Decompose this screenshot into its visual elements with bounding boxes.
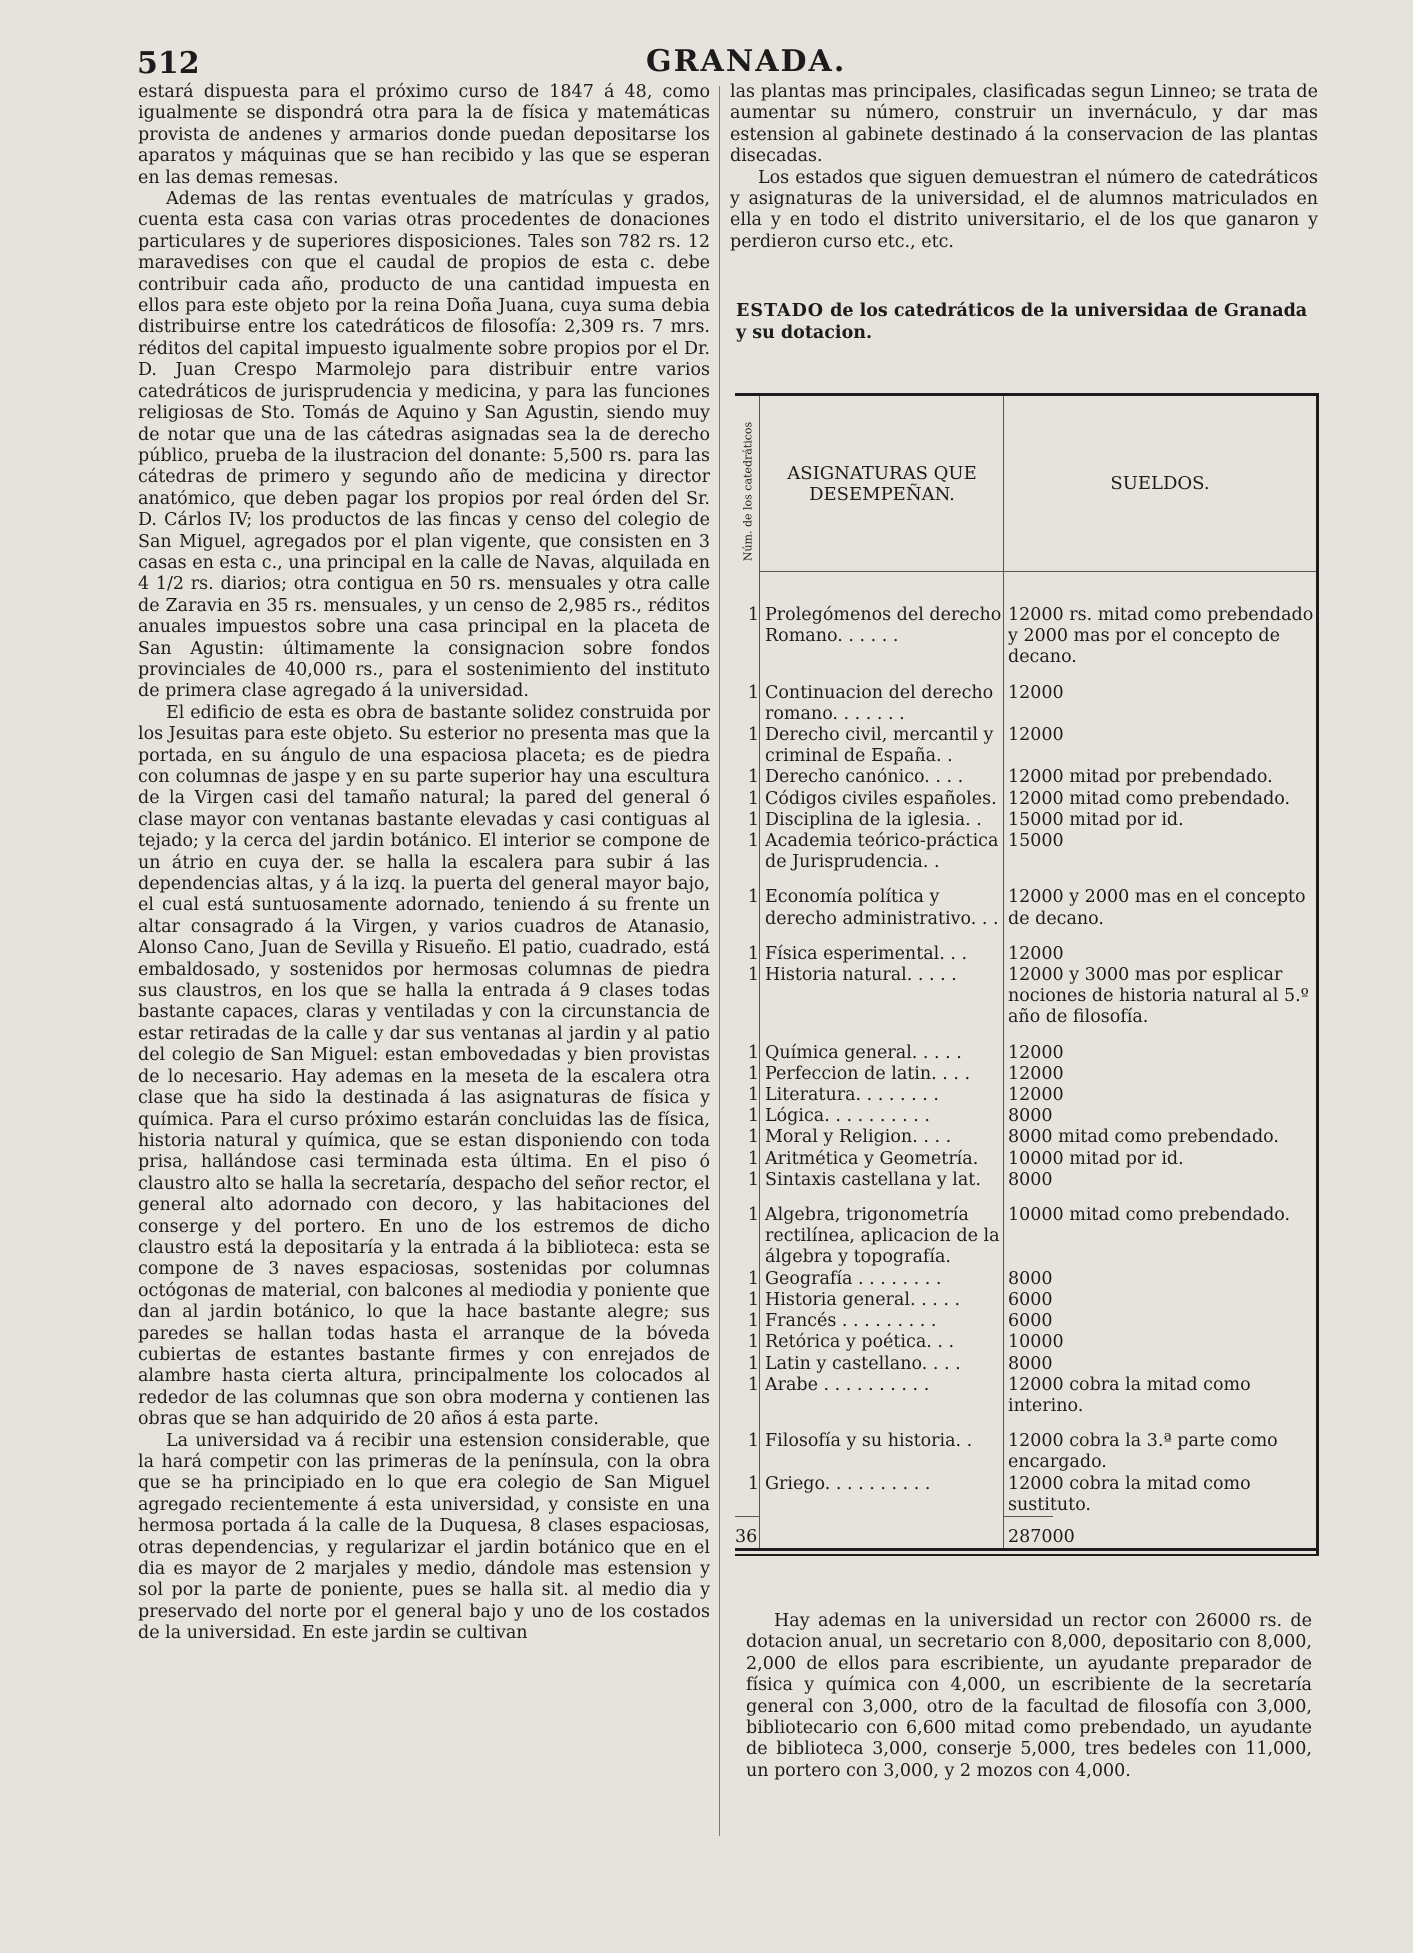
cell-sueldo: 8000 mitad como prebendado. [1008,1127,1279,1148]
cell-asignatura: Academia teórico-práctica de Jurisprudencia. . [765,831,999,873]
table-row [735,1149,1316,1170]
table-row [735,944,1316,965]
cell-asignatura: Historia general. . . . . [765,1289,961,1310]
cell-sueldo: 8000 [1008,1169,1053,1190]
cell-num: 1 [747,1205,759,1226]
cell-asignatura: Arabe . . . . . . . . . . [765,1374,930,1395]
cell-num: 1 [747,1085,759,1106]
header-num: Núm. de los catedráticos [741,421,755,562]
table-rule [1003,1516,1053,1517]
cell-asignatura: Algebra, trigonometría rectilínea, aplicacion de la álgebra y topografía. [765,1205,1000,1268]
table-row [735,1170,1316,1191]
table-row [735,887,1316,929]
cell-num: 1 [747,1268,759,1289]
table-title-rest: de los catedráticos de la universidaa de Granada y su dotacion. [736,301,1308,343]
cell-sueldo: 12000 [1008,725,1064,746]
cell-sueldo: 12000 [1008,1063,1064,1084]
cell-num: 1 [747,831,759,852]
cell-asignatura: Continuacion del derecho romano. . . . . . . [765,682,994,724]
table-row [735,789,1316,810]
table-row [735,1205,1316,1269]
table-row [735,1290,1316,1311]
paragraph: El edificio de esta es obra de bastante solidez construida por los Jesuitas para este objeto. Su esterior no presenta mas que la portada, en su ángulo de una espaciosa placeta; es de piedra con columnas de jaspe y en su parte superior hay una escultura de la Virgen casi del tamaño natural; la pared del general ó clase mayor con ventanas bastante elevadas y casi contiguas al tejado; y la cerca del jardin botánico. El interior se compone de un átrio en cuya der. se halla la escalera para subir á las dependencias altas, y á la izq. la puerta del general mayor bajo, el cual está suntuosamente adornado, teniendo á su frente un altar consagrado á la Virgen, y varios cuadros de Atanasio, Alonso Cano, Juan de Sevilla y Risueño. El patio, cuadrado, está embaldosado, y sostenidos por hermosas columnas de piedra sus claustros, en los que se halla la entrada á 9 clases todas bastante capaces, claras y ventiladas y con la circunstancia de estar retiradas de la calle y dar sus ventanas al jardin y al patio del colegio de San Miguel: estan embovedadas y bien provistas de lo necesario. Hay ademas en la meseta de la escalera otra clase que ha sido la destinada á las asignaturas de física y química. Para el curso próximo estarán concluidas las de física, historia natural y química, que se estan disponiendo con toda prisa, hallándose casi terminada esta última. En el piso ó claustro alto se halla la secretaría, despacho del señor rector, el general alto adornado con decoro, y las habitaciones del conserge y del portero. En uno de los estremos de dicho claustro está la depositaría y la entrada á la biblioteca: esta se compone de 3 naves espaciosas, sostenidas por columnas octógonas de material, con balcones al mediodia y poniente que dan al jardin botánico, lo que la hace bastante alegre; sus paredes se hallan todas hasta el arranque de la bóveda cubiertas de estantes bastante firmes y con enrejados de alambre hasta cierta altura, principalmente los colocados al rededor de las columnas que son obra moderna y contienen las obras que se han adquirido de 20 años á esta parte. [138,702,710,1430]
table-row [735,1085,1316,1106]
cell-asignatura: Física esperimental. . . [765,943,968,964]
table-row [735,831,1316,873]
table-row [735,1354,1316,1375]
total-num: 36 [735,1527,758,1547]
cell-sueldo: 12000 [1008,943,1064,964]
right-column-bottom [746,1611,1312,1782]
cell-num: 1 [747,1148,759,1169]
paragraph: Los estados que siguen demuestran el número de catedráticos y asignaturas de la universidad, el de alumnos matriculados en ella y en todo el distrito universitario, el de los que ganaron y perdieron curso etc., etc. [730,167,1318,252]
cell-asignatura: Francés . . . . . . . . . [765,1311,937,1332]
cell-asignatura: Moral y Religion. . . . [765,1127,952,1148]
cell-asignatura: Derecho civil, mercantil y criminal de España. . [765,725,994,767]
cell-asignatura: Prolegómenos del derecho Romano. . . . . . [765,605,1002,647]
header-asignaturas: ASIGNATURAS QUE DESEMPEÑAN. [787,463,977,505]
left-column [138,82,710,1645]
cell-sueldo: 10000 mitad por id. [1008,1148,1184,1169]
cell-sueldo: 6000 [1008,1289,1053,1310]
cell-sueldo: 12000 cobra la mitad como interino. [1008,1374,1251,1416]
table-row [735,767,1316,788]
cell-asignatura: Historia natural. . . . . [765,965,957,986]
cell-num: 1 [747,1311,759,1332]
cell-num: 1 [747,788,759,809]
table-rule [759,571,1316,572]
cell-num: 1 [747,1332,759,1353]
cell-num: 1 [747,965,759,986]
table-rule [1316,393,1319,1556]
cell-sueldo: 12000 [1008,1042,1064,1063]
table-rule [735,1554,1319,1556]
table-rule [735,393,1319,396]
table-row [735,1127,1316,1148]
paragraph: las plantas mas principales, clasificadas segun Linneo; se trata de aumentar su número, construir un invernáculo, y dar mas estension al gabinete destinado á la conservacion de las plantas disecadas. [730,82,1318,167]
table-row [735,965,1316,1029]
cell-num: 1 [747,767,759,788]
paragraph: estará dispuesta para el próximo curso de 1847 á 48, como igualmente se dispondrá otra para la de física y matemáticas provista de andenes y armarios donde puedan depositarse los aparatos y máquinas que se han recibido y las que se esperan en las demas remesas. [138,82,710,188]
table-row [735,605,1316,669]
cell-asignatura: Economía política y derecho administrativo. . . [765,887,999,929]
right-column-top [730,82,1318,253]
table-row [735,810,1316,831]
cell-asignatura: Códigos civiles españoles. [765,788,997,809]
cell-num: 1 [747,1169,759,1190]
page-number: 512 [137,46,200,81]
cell-asignatura: Sintaxis castellana y lat. [765,1169,981,1190]
cell-num: 1 [747,1353,759,1374]
paragraph: Ademas de las rentas eventuales de matrículas y grados, cuenta esta casa con varias otras procedentes de donaciones particulares y de superiores disposiciones. Tales son 782 rs. 12 maravedises con que el caudal de propios de esta c. debe contribuir cada año, producto de una cantidad impuesta en ellos para este objeto por la reina Doña Juana, cuya suma debia distribuirse entre los catedráticos de filosofía: 2,309 rs. 7 mrs. réditos del capital impuesto igualmente sobre propios por el Dr. D. Juan Crespo Marmolejo para distribuir entre varios catedráticos de jurisprudencia y medicina, y para las funciones religiosas de Sto. Tomás de Aquino y San Agustin, siendo muy de notar que una de las cátedras asignadas sea la de derecho público, prueba de la ilustracion del donante: 5,500 rs. para las cátedras de primero y segundo año de medicina y director anatómico, que deben pagar los propios por real órden del Sr. D. Cárlos IV; los productos de las fincas y censo del colegio de San Miguel, agregados por el plan vigente, que consisten en 3 casas en esta c., una principal en la calle de Navas, alquilada en 4 1/2 rs. diarios; otra contigua en 50 rs. mensuales y otra calle de Zaravia en 35 rs. mensuales, y un censo de 2,985 rs., réditos anuales impuestos sobre una casa principal en la placeta de San Agustin: últimamente la consignacion sobre fondos provinciales de 40,000 rs., para el sostenimiento del instituto de primera clase agregado á la universidad. [138,189,710,702]
cell-num: 1 [747,809,759,830]
table-title-lead: ESTADO [736,301,825,321]
table-row [735,1431,1316,1473]
cell-sueldo: 8000 [1008,1106,1053,1127]
cell-sueldo: 12000 mitad como prebendado. [1008,788,1291,809]
cell-num: 1 [747,1106,759,1127]
cell-num: 1 [747,725,759,746]
cell-num: 1 [747,1042,759,1063]
cell-sueldo: 10000 [1008,1332,1064,1353]
cell-num: 1 [747,1289,759,1310]
cell-sueldo: 15000 [1008,831,1064,852]
cell-asignatura: Química general. . . . . [765,1042,962,1063]
cell-sueldo: 6000 [1008,1311,1053,1332]
table-row [735,1375,1316,1417]
table-title [736,300,1316,344]
table-row [735,725,1316,767]
cell-asignatura: Derecho canónico. . . . [765,767,964,788]
cell-asignatura: Geografía . . . . . . . . [765,1268,942,1289]
cell-sueldo: 12000 y 2000 mas en el concepto de decano. [1008,887,1306,929]
cell-sueldo: 12000 rs. mitad como prebendado y 2000 mas por el concepto de decano. [1008,605,1314,668]
cell-sueldo: 12000 cobra la 3.ª parte como encargado. [1008,1431,1278,1473]
cell-asignatura: Latin y castellano. . . . [765,1353,961,1374]
cell-asignatura: Lógica. . . . . . . . . . [765,1106,930,1127]
table-row [735,1269,1316,1290]
cell-sueldo: 8000 [1008,1268,1053,1289]
table-rows [735,605,1316,1516]
cell-sueldo: 10000 mitad como prebendado. [1008,1205,1291,1226]
cell-asignatura: Retórica y poética. . . [765,1332,955,1353]
cell-sueldo: 15000 mitad por id. [1008,809,1184,830]
cell-asignatura: Filosofía y su historia. . [765,1431,973,1452]
table-row [735,1106,1316,1127]
cell-sueldo: 12000 [1008,1085,1064,1106]
header-sueldos: SUELDOS. [1110,473,1210,494]
table-row [735,1064,1316,1085]
cell-asignatura: Disciplina de la iglesia. . [765,809,982,830]
cell-sueldo: 12000 cobra la mitad como sustituto. [1008,1473,1251,1515]
table-row [735,1474,1316,1516]
cell-num: 1 [747,1063,759,1084]
cell-num: 1 [747,1431,759,1452]
cell-num: 1 [747,1127,759,1148]
cell-num: 1 [747,943,759,964]
paragraph: La universidad va á recibir una estension considerable, que la hará competir con las primeras de la península, con la obra que se ha principiado en lo que era colegio de San Miguel agregado recientemente á esta universidad, y consiste en una hermosa portada á la calle de la Duquesa, 8 clases espaciosas, otras dependencias, y regularizar el jardin botánico que en el dia es mayor de 2 marjales y medio, dándole mas estension y sol por la parte de poniente, pues se halla sit. al medio dia y preservado del norte por el general bajo y uno de los costados de la universidad. En este jardin se cultivan [138,1430,710,1644]
cell-num: 1 [747,682,759,703]
table-row [735,683,1316,725]
table-row [735,1332,1316,1353]
table-row [735,1311,1316,1332]
cell-num: 1 [747,1473,759,1494]
cell-num: 1 [747,1374,759,1395]
cell-num: 1 [747,887,759,908]
table-rule [735,1516,759,1517]
cell-sueldo: 12000 y 3000 mas por esplicar nociones de historia natural al 5.º año de filosofía. [1008,965,1309,1028]
cell-asignatura: Griego. . . . . . . . . . [765,1473,931,1494]
page-title: GRANADA. [646,44,847,79]
cell-sueldo: 12000 mitad por prebendado. [1008,767,1273,788]
table-row [735,1043,1316,1064]
cell-sueldo: 8000 [1008,1353,1053,1374]
paragraph: Hay ademas en la universidad un rector con 26000 rs. de dotacion anual, un secretario con 8,000, depositario con 8,000, 2,000 de ellos para escribiente, un ayudante preparador de física y química con 4,000, un escribiente de la secretaría general con 3,000, otro de la facultad de filosofía con 3,000, bibliotecario con 6,600 mitad como prebendado, un ayudante de biblioteca 3,000, conserje 5,000, tres bedeles con 11,000, un portero con 3,000, y 2 mozos con 4,000. [746,1611,1312,1781]
cell-asignatura: Literatura. . . . . . . . [765,1085,939,1106]
total-sueldos: 287000 [1008,1527,1075,1547]
cell-asignatura: Aritmética y Geometría. [765,1148,979,1169]
cell-sueldo: 12000 [1008,682,1064,703]
table-rule [735,1548,1319,1551]
column-divider [719,86,720,1836]
cell-num: 1 [747,605,759,625]
salary-table [735,393,1319,1558]
cell-asignatura: Perfeccion de latin. . . . [765,1063,971,1084]
